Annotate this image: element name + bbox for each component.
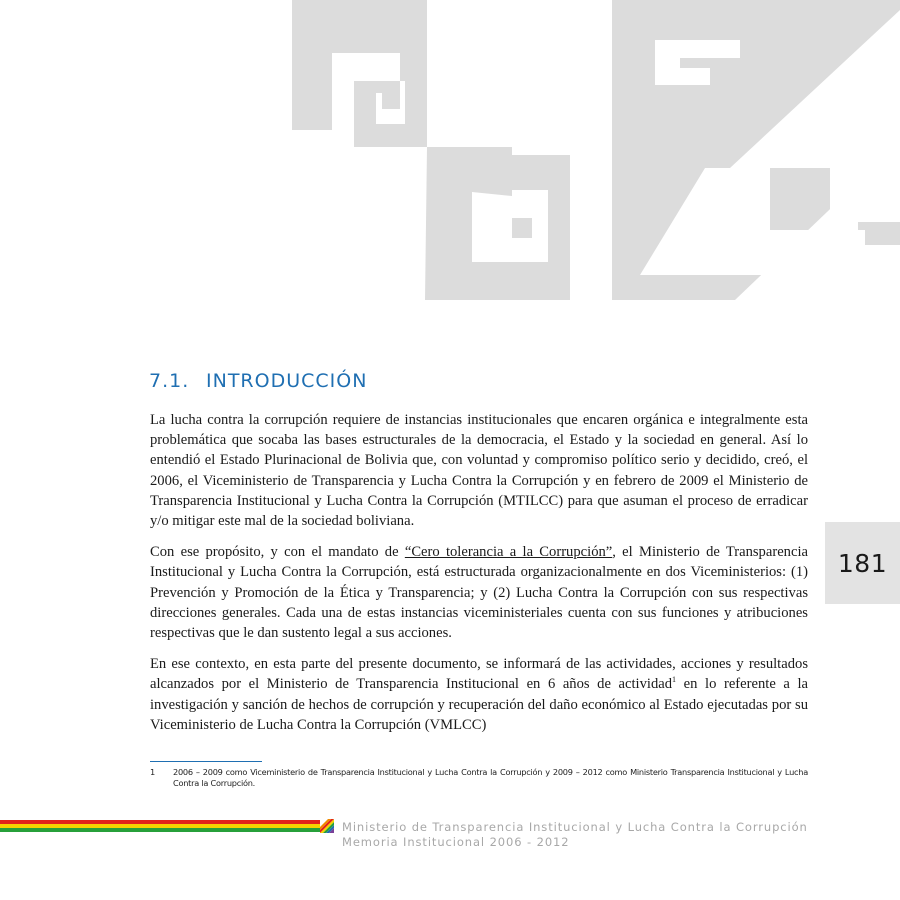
paragraph-2-rest: , el Ministerio de Transparencia Institucional y Lucha Contra la Corrupción, está estructurada organizacionalmente en dos Viceministerios: (1) Prevención y Promoción de la Ética y Transparencia; y (2) Lucha Contra la Corrupción con sus respectivas direcciones generales. Cada una de estas instancias viceministeriales cuenta con sus funciones y atribuciones respectivas que le dan sustento legal a sus acciones. xyxy=(150,544,808,642)
section-heading xyxy=(149,370,367,392)
footnote-divider xyxy=(150,761,262,762)
fret-spiral-top-left xyxy=(292,0,427,147)
paragraph-3 xyxy=(150,654,808,735)
footnote xyxy=(150,767,808,789)
wiphala-icon xyxy=(320,819,334,833)
page-number: 181 xyxy=(837,548,888,578)
footnote-number: 1 xyxy=(150,767,155,777)
paragraph-2 xyxy=(150,542,808,643)
paragraph-3-rest: en lo referente a la investigación y sanción de hechos de corrupción y recuperación del daño económico al Estado ejecutadas por su Viceministerio de Lucha Contra la Corrupción (VMLCC) xyxy=(150,676,809,733)
body-text xyxy=(150,410,808,746)
footnote-reference: 1 xyxy=(672,675,677,685)
fret-spiral-bottom xyxy=(425,147,570,300)
footer-ministry-name: Ministerio de Transparencia Institucional y Lucha Contra la Corrupción xyxy=(342,820,808,834)
paragraph-1: La lucha contra la corrupción requiere de instancias institucionales que encaren orgánica e integralmente esta problemática que socaba las bases estructurales de la democracia, el Estado y la sociedad en general. Así lo entendió el Estado Plurinacional de Bolivia que, con voluntad y compromiso político serio y decidido, creó, el 2006, el Viceministerio de Transparencia y Lucha Contra la Corrupción y en febrero de 2009 el Ministerio de Transparencia Institucional y Lucha Contra la Corrupción (MTILCC) para que asuman el proceso de erradicar y/o mitigar este mal de la sociedad boliviana. xyxy=(150,412,808,530)
bolivian-flag-stripes xyxy=(0,820,320,832)
footer-publication-title: Memoria Institucional 2006 - 2012 xyxy=(342,835,570,849)
footnote-text: 2006 – 2009 como Viceministerio de Transparencia Institucional y Lucha Contra la Corrupción y 2009 – 2012 como Ministerio Transparencia Institucional y Lucha Contra la Corrupción. xyxy=(173,767,808,788)
paragraph-2-lead: Con ese propósito, y con el mandato de xyxy=(150,544,405,561)
section-title: INTRODUCCIÓN xyxy=(206,370,368,392)
paragraph-3-lead: En ese contexto, en esta parte del presente documento, se informará de las actividades, acciones y resultados alcanzados por el Ministerio de Transparencia Institucional en 6 años de actividad xyxy=(150,656,808,693)
mandate-quote: “Cero tolerancia a la Corrupción” xyxy=(404,544,613,561)
flag-stripe-green xyxy=(0,828,320,832)
andean-fret-decoration xyxy=(290,0,900,302)
section-number: 7.1. xyxy=(149,370,190,392)
page-number-tab xyxy=(825,522,900,604)
